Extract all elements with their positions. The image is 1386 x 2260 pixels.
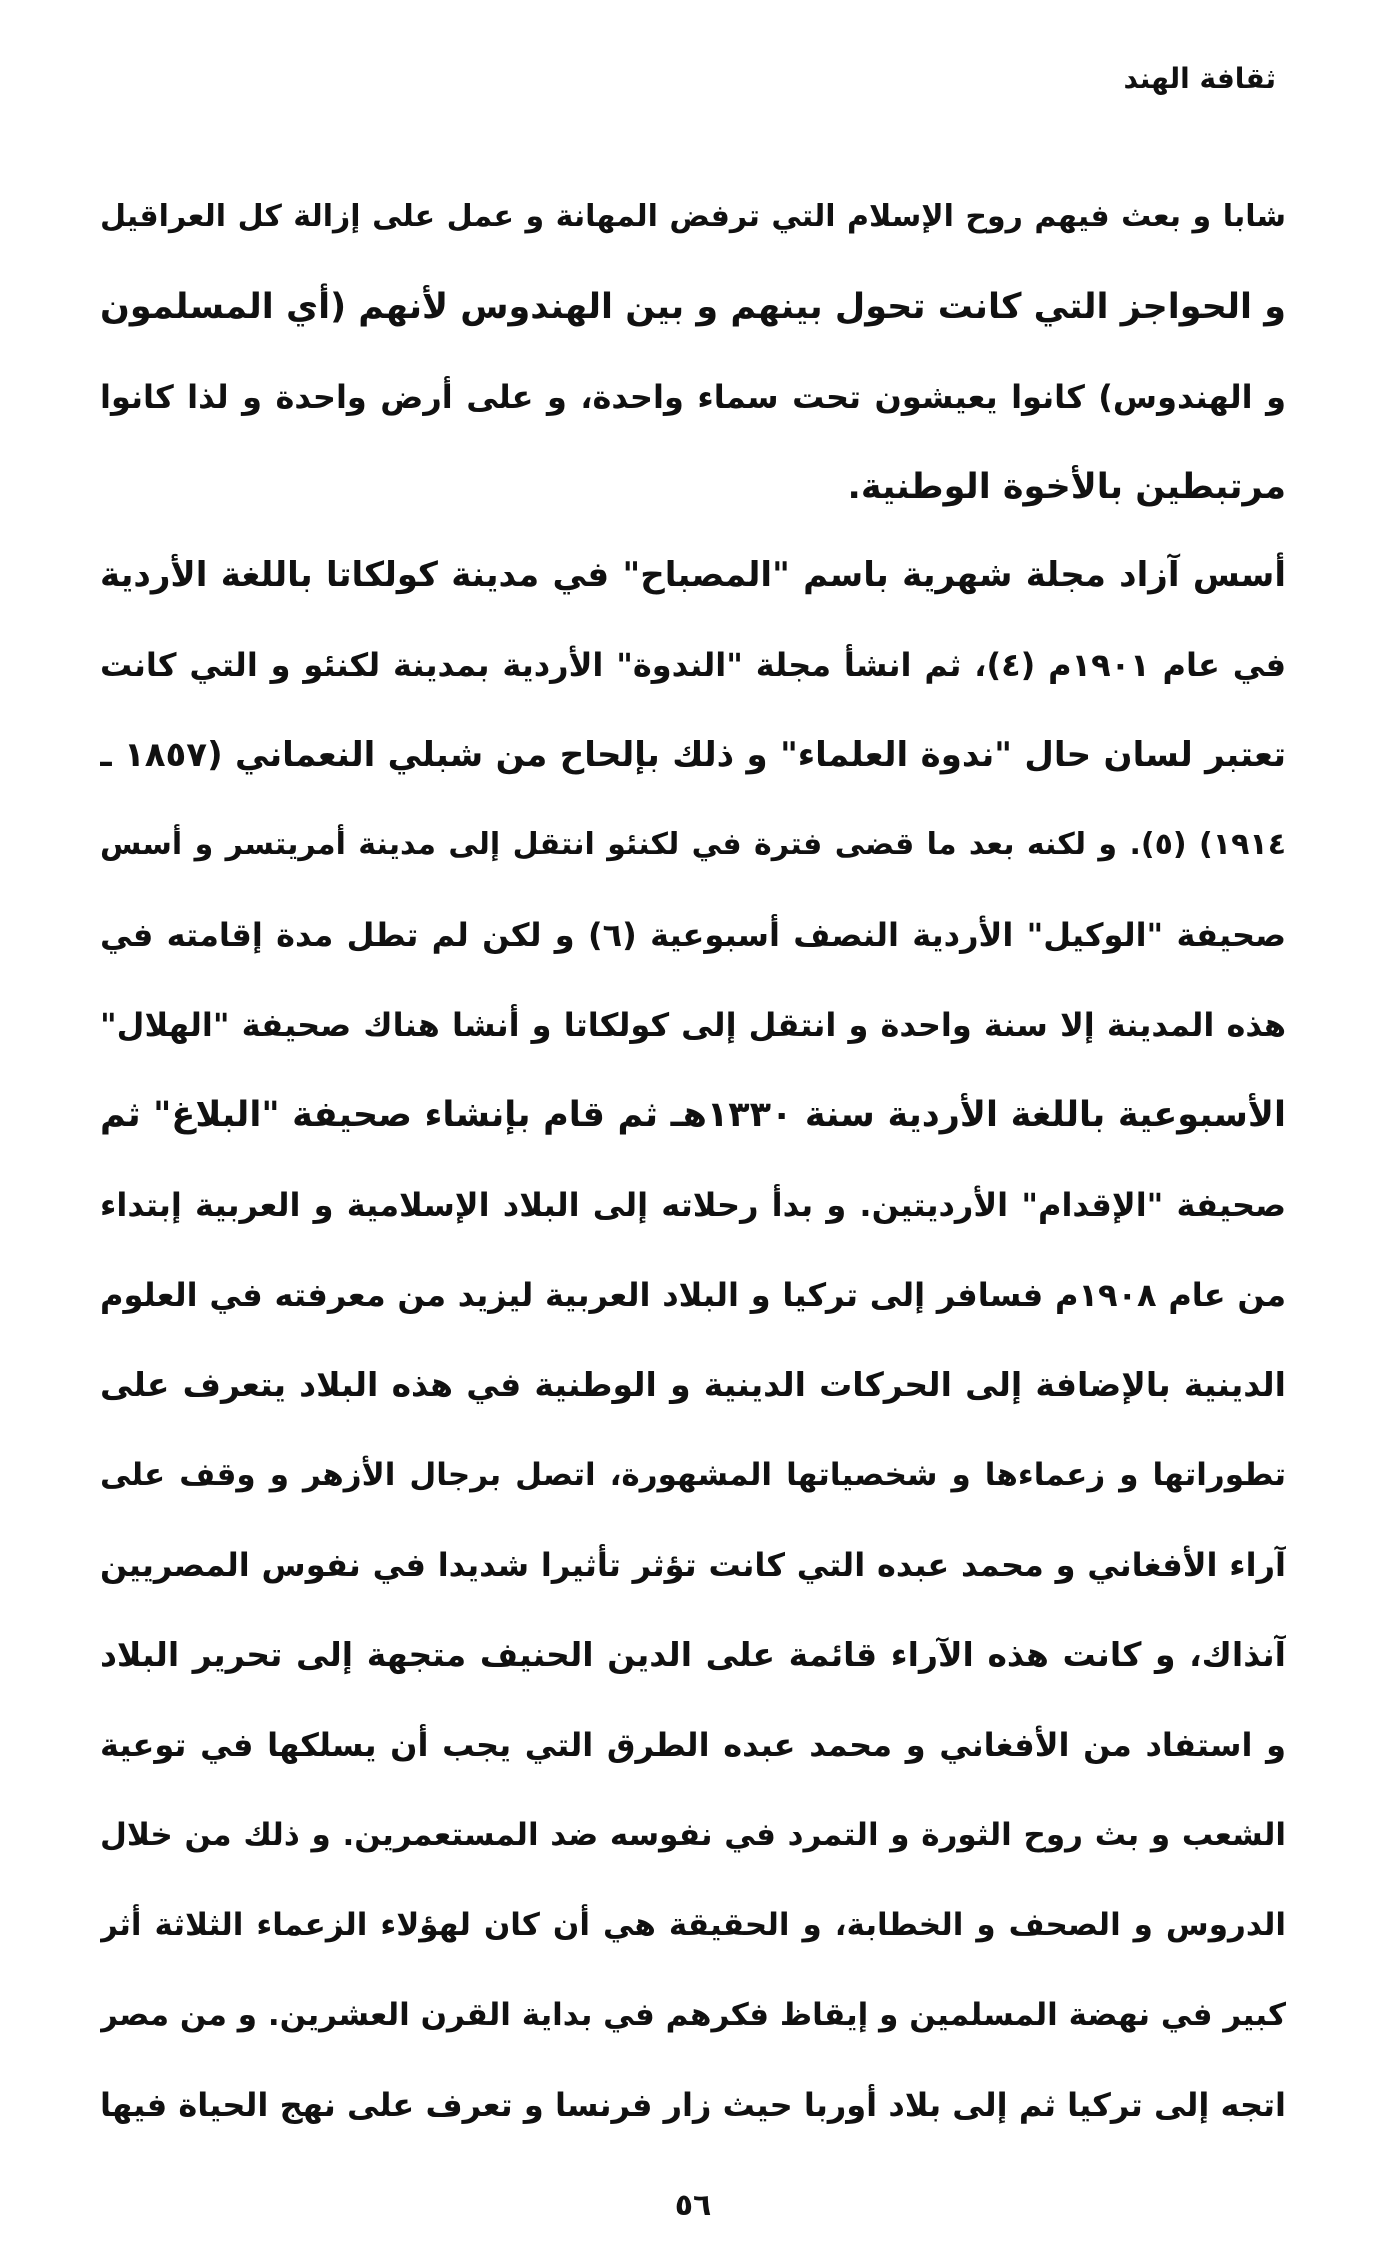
text-line: و الحواجز التي كانت تحول بينهم و بين الهندوس لأنهم (أي المسلمون <box>100 287 1286 327</box>
text-line: الشعب و بث روح الثورة و التمرد في نفوسه ضد المستعمرين. و ذلك من خلال <box>100 1817 1286 1853</box>
text-line: من عام ١٩٠٨م فسافر إلى تركيا و البلاد العربية ليزيد من معرفته في العلوم <box>100 1276 1286 1314</box>
text-line: اتجه إلى تركيا ثم إلى بلاد أوربا حيث زار فرنسا و تعرف على نهج الحياة فيها <box>100 2086 1286 2124</box>
text-line: تطوراتها و زعماءها و شخصياتها المشهورة، اتصل برجال الأزهر و وقف على <box>100 1457 1286 1493</box>
text-line: صحيفة "الوكيل" الأردية النصف أسبوعية (٦) و لكن لم تطل مدة إقامته في <box>100 916 1286 954</box>
text-line: الدروس و الصحف و الخطابة، و الحقيقة هي أن كان لهؤلاء الزعماء الثلاثة أثر <box>100 1907 1286 1943</box>
text-line: شابا و بعث فيهم روح الإسلام التي ترفض المهانة و عمل على إزالة كل العراقيل <box>100 199 1286 234</box>
text-line: مرتبطين بالأخوة الوطنية. <box>847 467 1286 507</box>
text-line: صحيفة "الإقدام" الأرديتين. و بدأ رحلاته إلى البلاد الإسلامية و العربية إبتداء <box>100 1186 1286 1224</box>
text-line: أسس آزاد مجلة شهرية باسم "المصباح" في مدينة كولكاتا باللغة الأردية <box>100 555 1286 595</box>
text-line: هذه المدينة إلا سنة واحدة و انتقل إلى كولكاتا و أنشا هناك صحيفة "الهلال" <box>100 1006 1286 1044</box>
paragraph-1 <box>100 172 1286 532</box>
paragraph-2 <box>100 530 1286 2150</box>
text-line: آراء الأفغاني و محمد عبده التي كانت تؤثر تأثيرا شديدا في نفوس المصريين <box>100 1546 1286 1584</box>
text-line: الدينية بالإضافة إلى الحركات الدينية و الوطنية في هذه البلاد يتعرف على <box>100 1365 1286 1404</box>
text-line: و الهندوس) كانوا يعيشون تحت سماء واحدة، و على أرض واحدة و لذا كانوا <box>100 378 1286 416</box>
text-line: تعتبر لسان حال "ندوة العلماء" و ذلك بإلحاح من شبلي النعماني (١٨٥٧ ـ <box>100 735 1286 775</box>
text-line: الأسبوعية باللغة الأردية سنة ١٣٣٠هـ ثم قام بإنشاء صحيفة "البلاغ" ثم <box>100 1095 1286 1135</box>
text-line: كبير في نهضة المسلمين و إيقاظ فكرهم في بداية القرن العشرين. و من مصر <box>100 1997 1286 2033</box>
text-line: ١٩١٤) (٥). و لكنه بعد ما قضى فترة في لكنئو انتقل إلى مدينة أمريتسر و أسس <box>100 827 1286 862</box>
text-line: و استفاد من الأفغاني و محمد عبده الطرق التي يجب أن يسلكها في توعية <box>100 1726 1286 1764</box>
running-header-title: ثقافة الهند <box>1123 62 1276 95</box>
text-line: آنذاك، و كانت هذه الآراء قائمة على الدين الحنيف متجهة إلى تحرير البلاد <box>100 1635 1286 1674</box>
text-line: في عام ١٩٠١م (٤)، ثم انشأ مجلة "الندوة" الأردية بمدينة لكنئو و التي كانت <box>100 646 1286 684</box>
page-number: ٥٦ <box>674 2188 712 2223</box>
